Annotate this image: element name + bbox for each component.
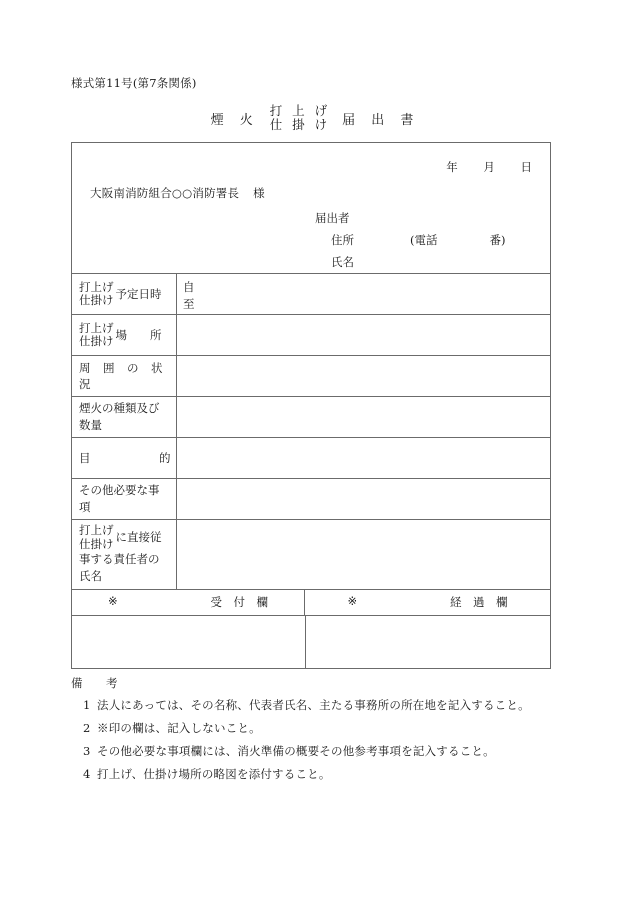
receipt-mark-icon: ※ [108,594,118,608]
processing-value-cell[interactable] [306,616,550,668]
row-value-schedule[interactable] [177,274,550,314]
note-number: 2 [83,721,91,736]
note-number: 3 [83,744,91,759]
title-tail: 届 出 書 [342,112,420,128]
notes-section [71,675,571,789]
label-inline [79,281,171,308]
table-row [72,356,550,397]
note-item [71,720,571,736]
stack-bottom: 仕掛け [79,334,114,348]
row-label-other-matters [72,479,177,519]
table-row [72,274,550,315]
row-label-type-quantity [72,397,177,437]
table-row [72,315,550,356]
row-label-surroundings [72,356,177,396]
form-number: 様式第11号(第7条関係) [71,76,197,90]
title-stack-top: 打 上 げ [269,103,331,118]
title-lead: 煙 火 [210,112,259,128]
label-line-2: 事する責任者の [79,552,160,567]
row-value-responsible-person[interactable] [177,520,550,589]
note-text: 法人にあっては、その名称、代表者氏名、主たる事務所の所在地を記入すること。 [97,698,530,712]
label-line-2: 数量 [79,418,102,432]
table-row [72,479,550,520]
address-label: 住所 [331,233,354,248]
table-row [72,520,550,590]
applicant-address-line [315,229,506,251]
title-stack-bottom: 仕 掛 け [269,117,331,132]
addressee [90,185,265,201]
receipt-body-row [72,616,550,668]
label-suffix: 場 所 [115,327,162,342]
date-year-label: 年 [446,160,458,174]
purpose-char-2: 的 [159,450,171,465]
addressee-name: 大阪南消防組合○○消防署長 [90,186,240,200]
table-row [72,397,550,438]
phone-suffix: 番) [489,233,506,248]
note-item [71,743,571,759]
row-value-purpose[interactable] [177,438,550,478]
form-table [71,142,551,669]
date-line [435,159,532,175]
receipt-value-cell[interactable] [72,616,306,668]
label-line-1: その他必要な事 [79,483,160,498]
label-line-1: 煙火の種類及び [79,401,160,416]
stacked-label [79,524,114,551]
applicant-label: 届出者 [315,211,350,225]
addressee-header-block [72,143,550,274]
row-value-surroundings[interactable] [177,356,550,396]
note-text: その他必要な事項欄には、消火準備の概要その他参考事項を記入すること。 [97,744,495,759]
label-inline [79,524,171,551]
receipt-header-row [72,590,550,616]
row-label-responsible-person [72,520,177,589]
note-text: 打上げ、仕掛け場所の略図を添付すること。 [97,767,331,782]
row-value-type-quantity[interactable] [177,397,550,437]
row-value-place[interactable] [177,315,550,355]
note-item [71,766,571,782]
applicant-name-line [315,251,506,273]
note-item [71,697,571,713]
processing-header-inner [348,594,508,610]
note-number: 4 [83,767,91,782]
stack-top: 打上げ [79,279,114,294]
addressee-honorific: 様 [253,186,265,200]
title-stacked-pair [265,104,335,132]
row-label-schedule [72,274,177,314]
receipt-header-inner [108,594,268,610]
label-inline [79,322,171,349]
label-suffix: 予定日時 [115,286,162,301]
label-line-2: 項 [79,500,91,514]
value-to: 至 [183,296,195,311]
processing-column-header [305,590,550,615]
label-text: 周 囲 の 状 況 [79,360,175,391]
row-label-place [72,315,177,355]
receipt-column-header [72,590,305,615]
purpose-char-1: 目 [79,450,91,465]
processing-mark-icon: ※ [347,594,358,608]
label-suffix: に直接従 [115,530,162,545]
stack-top: 打上げ [79,320,114,335]
label-text [79,450,171,466]
stack-bottom: 仕掛け [79,536,114,551]
date-month-label: 月 [483,160,495,174]
stack-bottom: 仕掛け [79,293,114,307]
receipt-header-title: 受 付 欄 [210,595,268,609]
value-from: 自 [183,280,195,294]
table-row [72,438,550,479]
name-label: 氏名 [331,255,354,270]
processing-header-title: 経 過 欄 [450,595,508,609]
row-value-other-matters[interactable] [177,479,550,519]
row-label-purpose [72,438,177,478]
applicant-block [315,207,506,273]
date-day-label: 日 [520,160,532,174]
stacked-label [79,322,114,349]
note-number: 1 [83,698,91,712]
document-title [0,104,630,132]
label-line-3: 氏名 [79,568,102,583]
note-text: ※印の欄は、記入しないこと。 [97,721,261,736]
stacked-label [79,281,114,308]
stack-top: 打上げ [79,523,114,538]
notes-title: 備 考 [71,676,124,690]
phone-label: (電話 [410,233,438,248]
